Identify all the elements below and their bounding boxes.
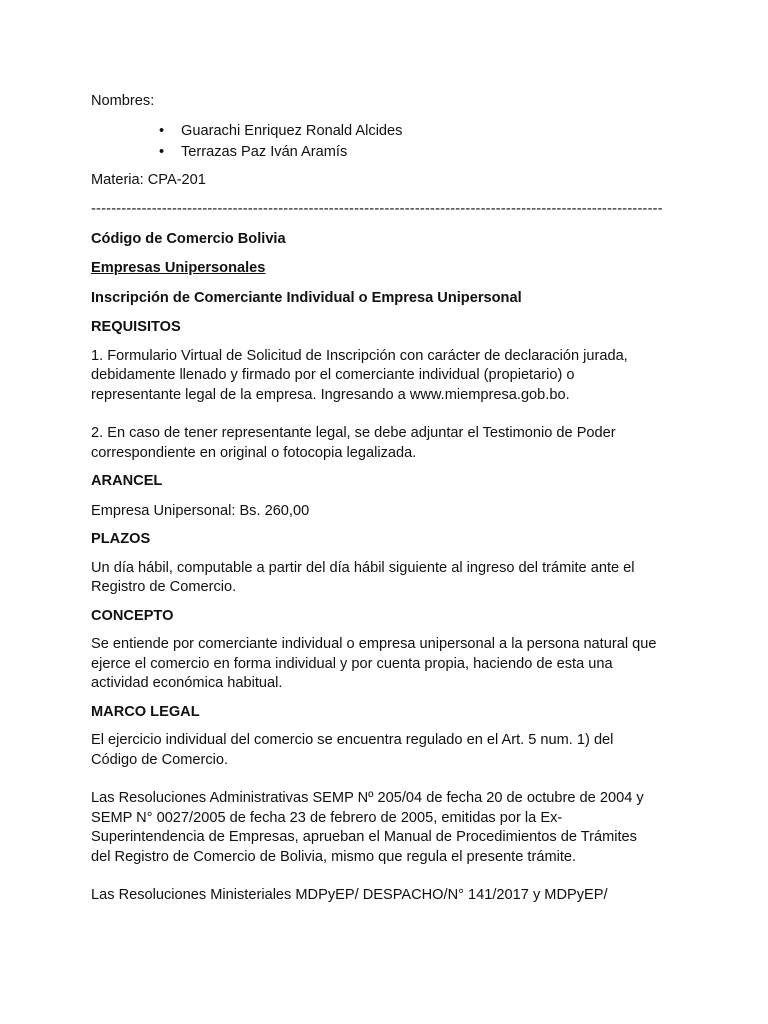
list-item [159, 122, 691, 142]
paragraph-line: Un día hábil, computable a partir del día hábil siguiente al ingreso del trámite ante el [91, 559, 635, 576]
marco-paragraph-3 [91, 886, 691, 906]
bullet-icon: • [159, 122, 165, 139]
marco-paragraph-2 [91, 789, 691, 867]
paragraph-line: Código de Comercio. [91, 751, 229, 768]
paragraph-line: debidamente llenado y firmado por el comerciante individual (propietario) o [91, 367, 575, 383]
list-item [159, 143, 691, 163]
requisito-1 [91, 347, 691, 406]
subject-line: Materia: CPA-201 [91, 171, 206, 188]
author-name: Guarachi Enriquez Ronald Alcides [181, 122, 403, 139]
paragraph-line: Superintendencia de Empresas, aprueban el Manual de Procedimientos de Trámites [91, 829, 637, 845]
plazos-paragraph [91, 559, 691, 598]
arancel-text: Empresa Unipersonal: Bs. 260,00 [91, 502, 310, 519]
requisitos-heading: REQUISITOS [91, 319, 181, 335]
paragraph-line: Las Resoluciones Ministeriales MDPyEP/ DESPACHO/N° 141/2017 y MDPyEP/ [91, 887, 608, 903]
names-list [91, 122, 691, 163]
paragraph-line: Registro de Comercio. [91, 579, 237, 595]
author-name: Terrazas Paz Iván Aramís [181, 144, 348, 160]
plazos-heading: PLAZOS [91, 531, 151, 547]
paragraph-line: del Registro de Comercio de Bolivia, mismo que regula el presente trámite. [91, 848, 577, 865]
concepto-paragraph [91, 635, 691, 694]
paragraph-line: 2. En caso de tener representante legal, se debe adjuntar el Testimonio de Poder [91, 425, 616, 441]
paragraph-line: actividad económica habitual. [91, 675, 283, 691]
arancel-heading: ARANCEL [91, 473, 163, 489]
paragraph-line: 1. Formulario Virtual de Solicitud de Inscripción con carácter de declaración jurada, [91, 347, 628, 364]
paragraph-line: SEMP N° 0027/2005 de fecha 23 de febrero de 2005, emitidas por la Ex- [91, 809, 563, 826]
concepto-heading: CONCEPTO [91, 607, 174, 624]
document-page [91, 92, 691, 906]
marco-legal-heading: MARCO LEGAL [91, 703, 200, 720]
requisito-2 [91, 424, 691, 463]
paragraph-line: Se entiende por comerciante individual o empresa unipersonal a la persona natural que [91, 636, 657, 652]
section-heading: Inscripción de Comerciante Individual o Empresa Unipersonal [91, 289, 522, 306]
paragraph-line: representante legal de la empresa. Ingresando a www.miempresa.gob.bo. [91, 386, 570, 403]
divider-line: ----------------------------------------------------------------------------------------------------------------- [91, 201, 663, 217]
paragraph-line: correspondiente en original o fotocopia legalizada. [91, 444, 417, 461]
section-subtitle: Empresas Unipersonales [91, 260, 266, 276]
marco-paragraph-1 [91, 731, 691, 770]
document-title: Código de Comercio Bolivia [91, 230, 286, 247]
names-label: Nombres: [91, 93, 155, 109]
paragraph-line: Las Resoluciones Administrativas SEMP Nº 205/04 de fecha 20 de octubre de 2004 y [91, 790, 644, 806]
paragraph-line: ejerce el comercio en forma individual y por cuenta propia, haciendo de esta una [91, 655, 613, 672]
bullet-icon: • [159, 144, 165, 160]
paragraph-line: El ejercicio individual del comercio se encuentra regulado en el Art. 5 num. 1) del [91, 732, 614, 748]
